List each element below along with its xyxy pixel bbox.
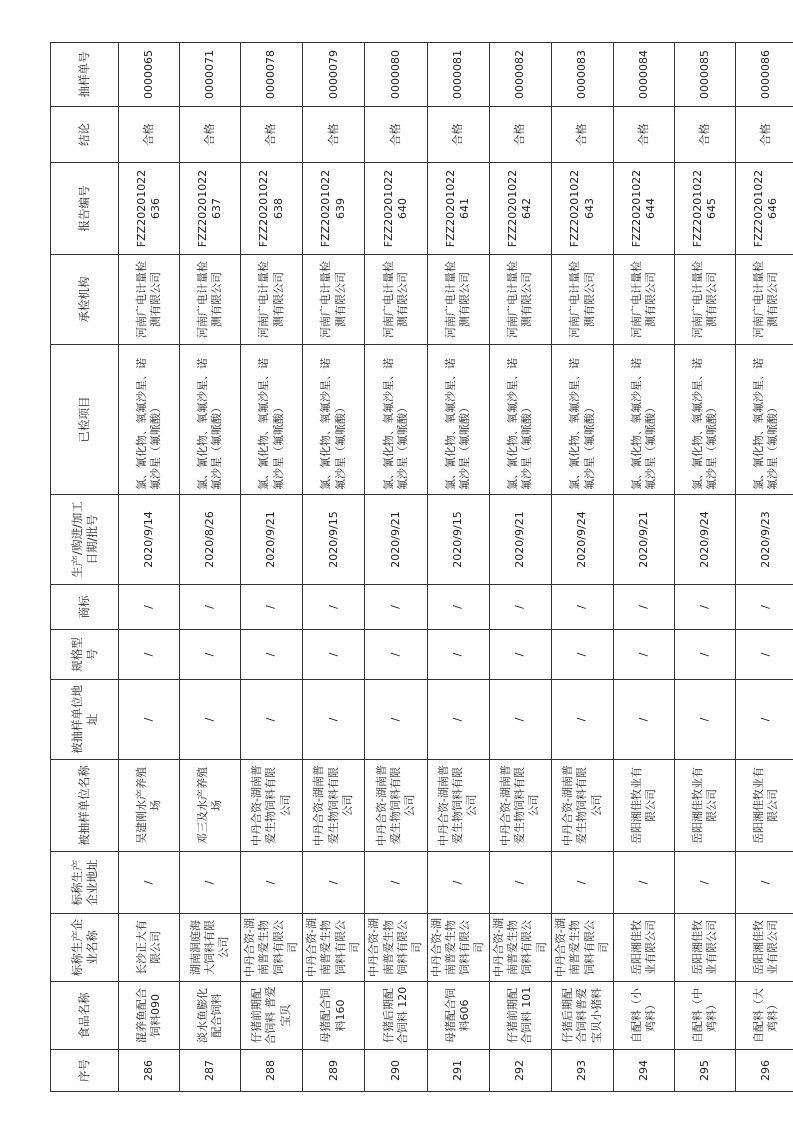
conclusion-cell: 合格 xyxy=(303,107,365,163)
sampled-unit-address-cell: / xyxy=(119,680,180,760)
production-date-cell: 2020/8/26 xyxy=(180,495,241,585)
inspected-items-cell: 氯、氰化物、氧氟沙星、诺氟沙星（氟哌酸） xyxy=(365,345,427,495)
header-cell: 已检项目 xyxy=(51,345,119,495)
testing-agency-cell: 河南广电计量检测有限公司 xyxy=(675,255,736,345)
inspected-items-cell: 氯、氰化物、氧氟沙星、诺氟沙星（氟哌酸） xyxy=(427,345,489,495)
header-cell: 抽样单号 xyxy=(51,43,119,107)
inspected-items-cell: 氯、氰化物、氧氟沙星、诺氟沙星（氟哌酸） xyxy=(303,345,365,495)
report-number-cell: FZZ20201022639 xyxy=(303,163,365,255)
sampling-number-cell: 0000084 xyxy=(614,43,675,107)
manufacturer-name-cell: 中丹合资-湖南普爱生物饲料有限公司 xyxy=(303,914,365,982)
inspected-items-cell: 氯、氰化物、氧氟沙星、诺氟沙星（氟哌酸） xyxy=(241,345,303,495)
manufacturer-address-cell: / xyxy=(427,852,489,914)
brand-cell: / xyxy=(489,585,551,630)
brand-cell: / xyxy=(119,585,180,630)
report-number-cell: FZZ20201022640 xyxy=(365,163,427,255)
brand-cell: / xyxy=(241,585,303,630)
sampled-unit-address-cell: / xyxy=(675,680,736,760)
row-number-cell: 295 xyxy=(675,1050,736,1092)
header-cell: 生产/购进/加工日期/批号 xyxy=(51,495,119,585)
food-name-cell: 仔猪后期配合饲料 120 xyxy=(365,982,427,1050)
sampling-number-cell: 0000065 xyxy=(119,43,180,107)
manufacturer-address-cell: / xyxy=(119,852,180,914)
conclusion-cell: 合格 xyxy=(365,107,427,163)
header-cell: 标称生产企业名称 xyxy=(51,914,119,982)
testing-agency-cell: 河南广电计量检测有限公司 xyxy=(119,255,180,345)
header-cell: 承检机构 xyxy=(51,255,119,345)
food-name-cell: 自配料（大鸡料） xyxy=(736,982,793,1050)
sampled-unit-address-cell: / xyxy=(736,680,793,760)
conclusion-cell: 合格 xyxy=(675,107,736,163)
table-row xyxy=(119,43,180,1092)
sampled-unit-address-cell: / xyxy=(303,680,365,760)
manufacturer-address-cell: / xyxy=(551,852,613,914)
manufacturer-name-cell: 中丹合资-湖南普爱生物饲料有限公司 xyxy=(365,914,427,982)
food-name-cell: 混养鱼配合饲料090 xyxy=(119,982,180,1050)
report-number-cell: FZZ20201022642 xyxy=(489,163,551,255)
conclusion-cell: 合格 xyxy=(180,107,241,163)
row-number-cell: 287 xyxy=(180,1050,241,1092)
row-number-cell: 292 xyxy=(489,1050,551,1092)
sampled-unit-name-cell: 岳阳湘佳牧业有限公司 xyxy=(736,760,793,852)
brand-cell: / xyxy=(675,585,736,630)
specification-cell: / xyxy=(427,630,489,680)
testing-agency-cell: 河南广电计量检测有限公司 xyxy=(365,255,427,345)
header-cell: 报告编号 xyxy=(51,163,119,255)
header-cell: 被抽样单位地址 xyxy=(51,680,119,760)
table-row xyxy=(241,43,303,1092)
header-row xyxy=(51,43,119,1092)
food-name-cell: 自配料（中鸡料） xyxy=(675,982,736,1050)
inspected-items-cell: 氯、氰化物、氧氟沙星、诺氟沙星（氟哌酸） xyxy=(119,345,180,495)
testing-agency-cell: 河南广电计量检测有限公司 xyxy=(180,255,241,345)
production-date-cell: 2020/9/15 xyxy=(427,495,489,585)
sampled-unit-name-cell: 中丹合资-湖南普爱生物饲料有限公司 xyxy=(427,760,489,852)
food-name-cell: 仔猪后期配合饲料普爱宝贝小猪料 xyxy=(551,982,613,1050)
header-cell: 结论 xyxy=(51,107,119,163)
production-date-cell: 2020/9/21 xyxy=(241,495,303,585)
production-date-cell: 2020/9/24 xyxy=(675,495,736,585)
header-cell: 被抽样单位名称 xyxy=(51,760,119,852)
testing-agency-cell: 河南广电计量检测有限公司 xyxy=(427,255,489,345)
table-row xyxy=(551,43,613,1092)
testing-agency-cell: 河南广电计量检测有限公司 xyxy=(489,255,551,345)
manufacturer-address-cell: / xyxy=(736,852,793,914)
sampling-number-cell: 0000071 xyxy=(180,43,241,107)
sampling-number-cell: 0000079 xyxy=(303,43,365,107)
manufacturer-address-cell: / xyxy=(241,852,303,914)
production-date-cell: 2020/9/21 xyxy=(365,495,427,585)
manufacturer-address-cell: / xyxy=(675,852,736,914)
report-number-cell: FZZ20201022638 xyxy=(241,163,303,255)
report-number-cell: FZZ20201022644 xyxy=(614,163,675,255)
brand-cell: / xyxy=(427,585,489,630)
row-number-cell: 288 xyxy=(241,1050,303,1092)
rotated-page xyxy=(50,50,792,1092)
manufacturer-address-cell: / xyxy=(489,852,551,914)
table-row xyxy=(303,43,365,1092)
header-cell: 规格型号 xyxy=(51,630,119,680)
table-row xyxy=(365,43,427,1092)
testing-agency-cell: 河南广电计量检测有限公司 xyxy=(551,255,613,345)
sampled-unit-address-cell: / xyxy=(489,680,551,760)
food-name-cell: 淡水鱼膨化配合饲料 xyxy=(180,982,241,1050)
sampled-unit-address-cell: / xyxy=(241,680,303,760)
inspected-items-cell: 氯、氰化物、氧氟沙星、诺氟沙星（氟哌酸） xyxy=(736,345,793,495)
specification-cell: / xyxy=(675,630,736,680)
table-row xyxy=(736,43,793,1092)
sampled-unit-name-cell: 中丹合资-湖南普爱生物饲料有限公司 xyxy=(303,760,365,852)
header-cell: 食品名称 xyxy=(51,982,119,1050)
sampling-number-cell: 0000080 xyxy=(365,43,427,107)
manufacturer-name-cell: 中丹合资-湖南普爱生物饲料有限公司 xyxy=(241,914,303,982)
testing-agency-cell: 河南广电计量检测有限公司 xyxy=(736,255,793,345)
conclusion-cell: 合格 xyxy=(241,107,303,163)
brand-cell: / xyxy=(303,585,365,630)
sampled-unit-address-cell: / xyxy=(180,680,241,760)
testing-agency-cell: 河南广电计量检测有限公司 xyxy=(614,255,675,345)
manufacturer-address-cell: / xyxy=(180,852,241,914)
conclusion-cell: 合格 xyxy=(427,107,489,163)
manufacturer-name-cell: 中丹合资-湖南普爱生物饲料有限公司 xyxy=(427,914,489,982)
sampled-unit-address-cell: / xyxy=(365,680,427,760)
report-number-cell: FZZ20201022636 xyxy=(119,163,180,255)
row-number-cell: 291 xyxy=(427,1050,489,1092)
header-cell: 商标 xyxy=(51,585,119,630)
manufacturer-name-cell: 湖南洞庭海大饲料有限公司 xyxy=(180,914,241,982)
inspection-table xyxy=(50,42,793,1092)
production-date-cell: 2020/9/21 xyxy=(489,495,551,585)
specification-cell: / xyxy=(303,630,365,680)
sampled-unit-name-cell: 中丹合资-湖南普爱生物饲料有限公司 xyxy=(241,760,303,852)
brand-cell: / xyxy=(736,585,793,630)
sampling-number-cell: 0000086 xyxy=(736,43,793,107)
manufacturer-address-cell: / xyxy=(365,852,427,914)
brand-cell: / xyxy=(180,585,241,630)
specification-cell: / xyxy=(365,630,427,680)
production-date-cell: 2020/9/23 xyxy=(736,495,793,585)
inspected-items-cell: 氯、氰化物、氧氟沙星、诺氟沙星（氟哌酸） xyxy=(551,345,613,495)
sampling-number-cell: 0000085 xyxy=(675,43,736,107)
table-row xyxy=(180,43,241,1092)
sampled-unit-name-cell: 中丹合资-湖南普爱生物饲料有限公司 xyxy=(365,760,427,852)
sampled-unit-name-cell: 中丹合资-湖南普爱生物饲料有限公司 xyxy=(489,760,551,852)
report-number-cell: FZZ20201022641 xyxy=(427,163,489,255)
specification-cell: / xyxy=(736,630,793,680)
food-name-cell: 仔猪前期配合饲料 普爱宝贝 xyxy=(241,982,303,1050)
manufacturer-name-cell: 中丹合资-湖南普爱生物饲料有限公司 xyxy=(551,914,613,982)
table-row xyxy=(427,43,489,1092)
row-number-cell: 290 xyxy=(365,1050,427,1092)
production-date-cell: 2020/9/21 xyxy=(614,495,675,585)
food-name-cell: 自配料（小鸡料） xyxy=(614,982,675,1050)
conclusion-cell: 合格 xyxy=(489,107,551,163)
food-name-cell: 仔猪前期配合饲料 101 xyxy=(489,982,551,1050)
conclusion-cell: 合格 xyxy=(551,107,613,163)
report-number-cell: FZZ20201022646 xyxy=(736,163,793,255)
inspected-items-cell: 氯、氰化物、氧氟沙星、诺氟沙星（氟哌酸） xyxy=(180,345,241,495)
table-row xyxy=(675,43,736,1092)
sampling-number-cell: 0000083 xyxy=(551,43,613,107)
manufacturer-name-cell: 岳阳湘佳牧业有限公司 xyxy=(736,914,793,982)
row-number-cell: 296 xyxy=(736,1050,793,1092)
report-number-cell: FZZ20201022645 xyxy=(675,163,736,255)
sampling-number-cell: 0000078 xyxy=(241,43,303,107)
testing-agency-cell: 河南广电计量检测有限公司 xyxy=(303,255,365,345)
conclusion-cell: 合格 xyxy=(119,107,180,163)
row-number-cell: 286 xyxy=(119,1050,180,1092)
specification-cell: / xyxy=(551,630,613,680)
inspected-items-cell: 氯、氰化物、氧氟沙星、诺氟沙星（氟哌酸） xyxy=(614,345,675,495)
sampled-unit-name-cell: 中丹合资-湖南普爱生物饲料有限公司 xyxy=(551,760,613,852)
food-name-cell: 母猪配合饲料606 xyxy=(427,982,489,1050)
manufacturer-name-cell: 中丹合资-湖南普爱生物饲料有限公司 xyxy=(489,914,551,982)
header-cell: 序号 xyxy=(51,1050,119,1092)
specification-cell: / xyxy=(119,630,180,680)
header-cell: 标称生产企业地址 xyxy=(51,852,119,914)
inspected-items-cell: 氯、氰化物、氧氟沙星、诺氟沙星（氟哌酸） xyxy=(489,345,551,495)
sampled-unit-name-cell: 吴建刚水产养殖场 xyxy=(119,760,180,852)
conclusion-cell: 合格 xyxy=(614,107,675,163)
specification-cell: / xyxy=(614,630,675,680)
manufacturer-name-cell: 长沙正大有限公司 xyxy=(119,914,180,982)
brand-cell: / xyxy=(365,585,427,630)
sampled-unit-address-cell: / xyxy=(427,680,489,760)
conclusion-cell: 合格 xyxy=(736,107,793,163)
sampled-unit-name-cell: 岳阳湘佳牧业有限公司 xyxy=(675,760,736,852)
production-date-cell: 2020/9/24 xyxy=(551,495,613,585)
specification-cell: / xyxy=(241,630,303,680)
sampling-number-cell: 0000081 xyxy=(427,43,489,107)
specification-cell: / xyxy=(489,630,551,680)
specification-cell: / xyxy=(180,630,241,680)
brand-cell: / xyxy=(614,585,675,630)
manufacturer-name-cell: 岳阳湘佳牧业有限公司 xyxy=(675,914,736,982)
sampling-number-cell: 0000082 xyxy=(489,43,551,107)
row-number-cell: 289 xyxy=(303,1050,365,1092)
food-name-cell: 母猪配合饲料160 xyxy=(303,982,365,1050)
report-number-cell: FZZ20201022643 xyxy=(551,163,613,255)
sampled-unit-name-cell: 岳阳湘佳牧业有限公司 xyxy=(614,760,675,852)
row-number-cell: 294 xyxy=(614,1050,675,1092)
row-number-cell: 293 xyxy=(551,1050,613,1092)
table-row xyxy=(489,43,551,1092)
manufacturer-address-cell: / xyxy=(614,852,675,914)
testing-agency-cell: 河南广电计量检测有限公司 xyxy=(241,255,303,345)
manufacturer-address-cell: / xyxy=(303,852,365,914)
table-row xyxy=(614,43,675,1092)
production-date-cell: 2020/9/15 xyxy=(303,495,365,585)
sampled-unit-address-cell: / xyxy=(614,680,675,760)
sampled-unit-name-cell: 邓三及水产养殖场 xyxy=(180,760,241,852)
sampled-unit-address-cell: / xyxy=(551,680,613,760)
production-date-cell: 2020/9/14 xyxy=(119,495,180,585)
brand-cell: / xyxy=(551,585,613,630)
report-number-cell: FZZ20201022637 xyxy=(180,163,241,255)
manufacturer-name-cell: 岳阳湘佳牧业有限公司 xyxy=(614,914,675,982)
inspected-items-cell: 氯、氰化物、氧氟沙星、诺氟沙星（氟哌酸） xyxy=(675,345,736,495)
